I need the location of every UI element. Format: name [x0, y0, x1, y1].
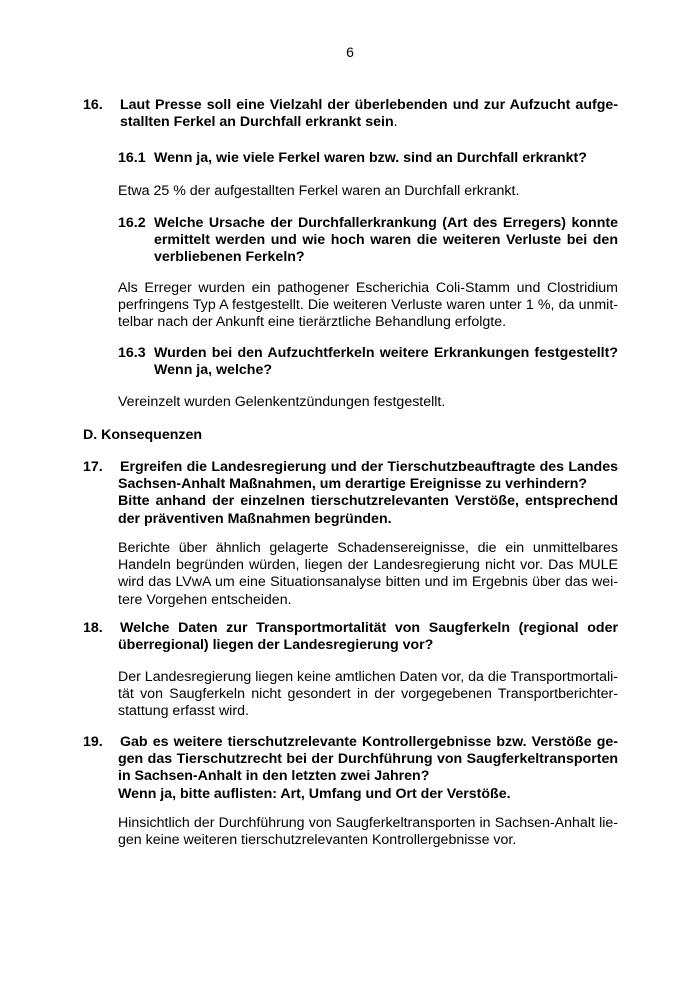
answer-line: Der Landesregierung liegen keine amtlichen Daten vor, da die Transportmortali-	[118, 669, 618, 685]
question-number: 17.	[83, 459, 103, 475]
question-number: 19.	[83, 734, 103, 750]
question-19	[83, 734, 618, 803]
question-text-line: Wenn ja, wie viele Ferkel waren bzw. sind an Durchfall erkrankt?	[154, 150, 587, 166]
question-number: 18.	[83, 620, 103, 636]
question-text-line: ermittelt werden und wie hoch waren die weiteren Verluste bei den	[154, 232, 618, 249]
question-text-line: Welche Ursache der Durchfallerkrankung (Art des Erregers) konnte	[154, 215, 618, 231]
answer-19	[118, 815, 618, 849]
answer-18	[118, 669, 618, 721]
question-text-line: der präventiven Maßnahmen begründen.	[118, 510, 392, 527]
question-text-line: in Sachsen-Anhalt in den letzten zwei Jahren?	[118, 768, 430, 785]
question-number: 16.3	[118, 345, 146, 361]
answer-line: perfringens Typ A festgestellt. Die weiteren Verluste waren unter 1 %, da unmit-	[118, 297, 618, 314]
answer-line: tere Vorgehen entscheiden.	[118, 591, 292, 608]
answer-line: Hinsichtlich der Durchführung von Saugferkeltransporten in Sachsen-Anhalt lie-	[118, 815, 618, 831]
question-text-line: Wurden bei den Aufzuchtferkeln weitere Erkrankungen festgestellt?	[154, 345, 618, 361]
question-16-2	[118, 215, 618, 267]
answer-16-1: Etwa 25 % der aufgestallten Ferkel waren an Durchfall erkrankt.	[118, 183, 520, 199]
answer-line: Als Erreger wurden ein pathogener Escherichia Coli-Stamm und Clostridium	[118, 280, 618, 296]
question-number: 16.1	[118, 150, 146, 166]
answer-17	[118, 540, 618, 609]
question-text-line: gen das Tierschutzrecht bei der Durchführung von Saugferkeltransporten	[118, 751, 618, 768]
question-text-line: Wenn ja, bitte auflisten: Art, Umfang und Ort der Verstöße.	[118, 785, 511, 802]
answer-line: gen keine weiteren tierschutzrelevanten Kontrollergebnisse vor.	[118, 832, 517, 849]
question-17	[83, 459, 618, 528]
question-18	[83, 620, 618, 654]
question-text-line: Bitte anhand der einzelnen tierschutzrelevanten Verstöße, entsprechend	[118, 493, 618, 510]
question-text-line: verbliebenen Ferkeln?	[154, 249, 305, 266]
answer-line: Handeln begründen würden, liegen der Landesregierung nicht vor. Das MULE	[118, 557, 618, 574]
question-16-3	[118, 345, 618, 379]
page-number: 6	[346, 44, 354, 60]
question-text-line: Sachsen-Anhalt Maßnahmen, um derartige Ereignisse zu verhindern?	[118, 476, 588, 493]
question-16	[83, 97, 618, 131]
question-number: 16.	[83, 97, 103, 113]
answer-line: wird das LVwA um eine Situationsanalyse bitten und im Ergebnis über das wei-	[118, 574, 618, 591]
answer-16-3: Vereinzelt wurden Gelenkentzündungen festgestellt.	[118, 394, 446, 410]
question-text-line: überregional) liegen der Landesregierung vor?	[118, 637, 434, 654]
answer-line: telbar nach der Ankunft eine tierärztliche Behandlung erfolgte.	[118, 314, 507, 331]
question-16-1	[118, 150, 618, 167]
question-text-line: Welche Daten zur Transportmortalität von Saugferkeln (regional oder	[120, 620, 618, 636]
question-text-line: Laut Presse soll eine Vielzahl der überlebenden und zur Aufzucht aufge-	[120, 97, 618, 113]
question-text-line: Wenn ja, welche?	[154, 362, 272, 379]
question-text-line: Ergreifen die Landesregierung und der Tierschutzbeauftragte des Landes	[120, 459, 618, 475]
section-heading: D. Konsequenzen	[83, 427, 203, 443]
answer-16-2	[118, 280, 618, 332]
question-number: 16.2	[118, 215, 146, 231]
answer-line: Berichte über ähnlich gelagerte Schadensereignisse, die ein unmittelbares	[118, 540, 618, 556]
answer-line: tät von Saugferkeln nicht gesondert in der vorgegebenen Transportberichter-	[118, 686, 618, 703]
question-text-line: stallten Ferkel an Durchfall erkrankt sein.	[120, 114, 398, 131]
question-text-line: Gab es weitere tierschutzrelevante Kontrollergebnisse bzw. Verstöße ge-	[120, 734, 618, 750]
answer-line: stattung erfasst wird.	[118, 703, 249, 720]
